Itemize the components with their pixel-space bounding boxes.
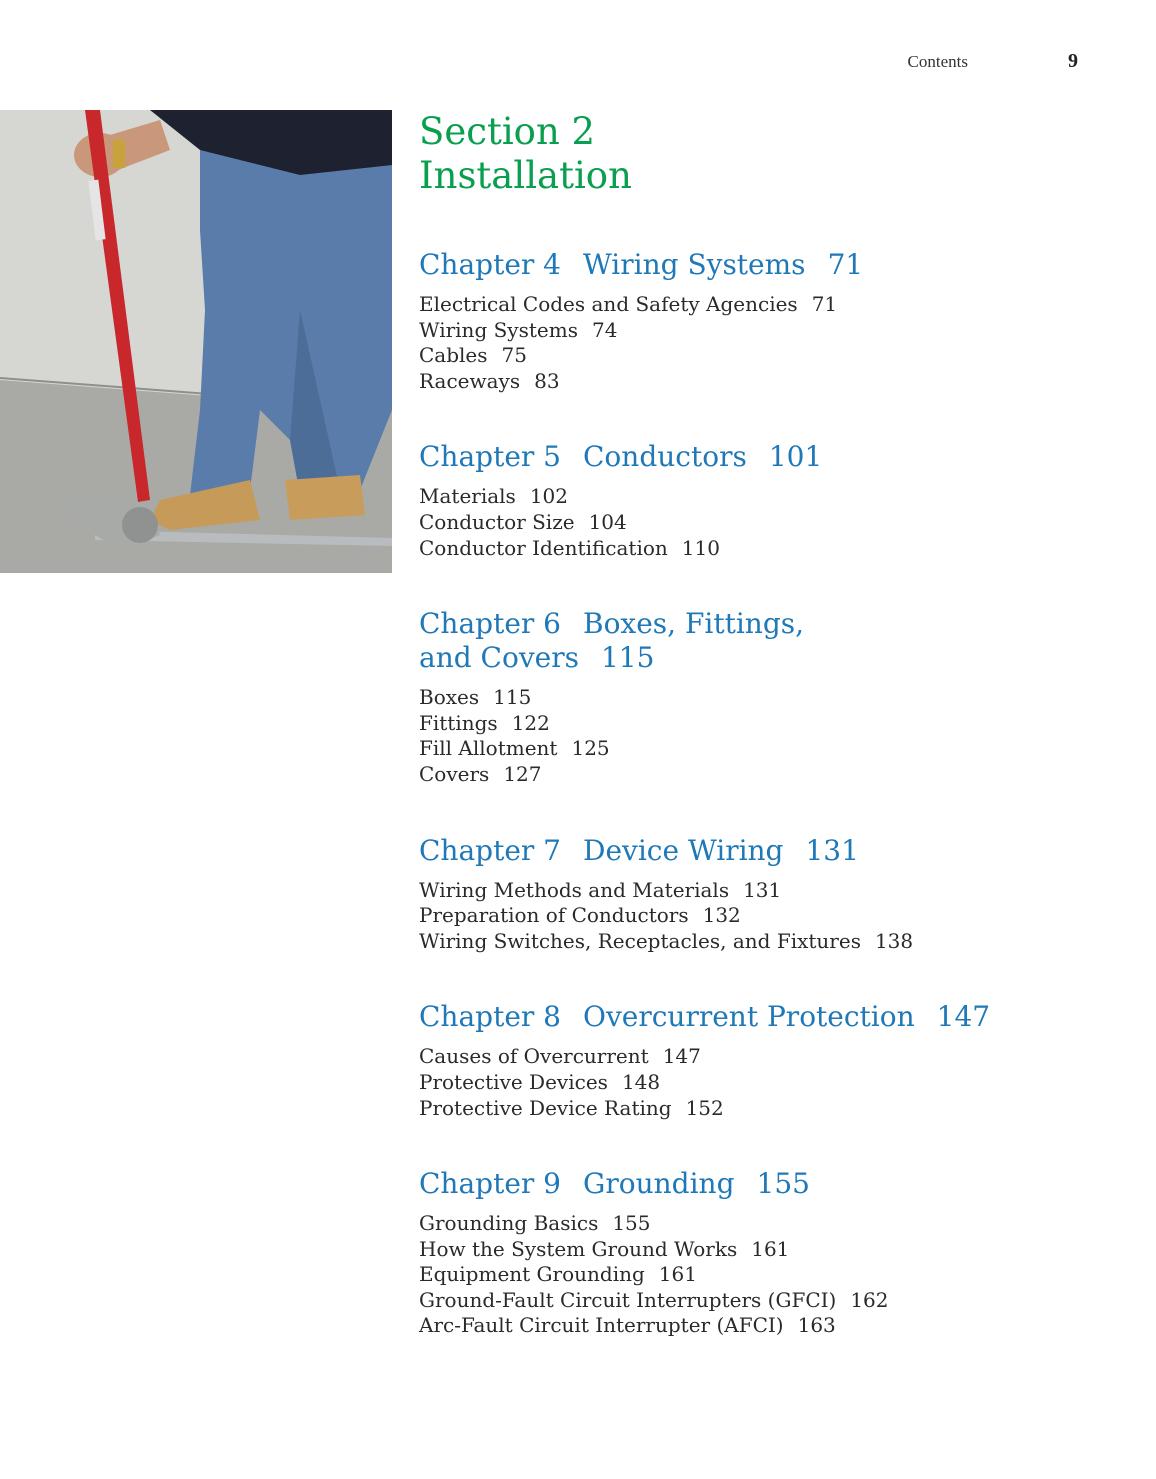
chapter-heading[interactable]: [419, 834, 1119, 868]
chapter-entries: [419, 292, 1119, 394]
toc-entry[interactable]: [419, 1070, 1119, 1096]
chapter-title: Device Wiring: [583, 833, 784, 867]
toc-entry-page: 161: [658, 1262, 697, 1287]
toc-entry-title: Boxes: [419, 685, 480, 710]
chapter-page-number: 115: [600, 641, 655, 675]
toc-entry-title: Protective Devices: [419, 1069, 608, 1094]
chapter-number: Chapter 4: [419, 248, 561, 281]
chapter-entries: [419, 1211, 1119, 1339]
chapter-entries: [419, 685, 1119, 787]
chapter-entries: [419, 878, 1119, 955]
toc-entry-page: 148: [621, 1069, 661, 1094]
toc-entry[interactable]: [419, 878, 1119, 904]
toc-entry-title: Raceways: [419, 368, 521, 393]
toc-entry[interactable]: [419, 318, 1119, 344]
chapter-block: [419, 248, 1119, 394]
chapter-title: Wiring Systems: [583, 248, 806, 281]
chapter-number: Chapter 9: [419, 1167, 561, 1201]
toc-entry[interactable]: [419, 510, 1119, 536]
chapter-number: Chapter 6: [419, 607, 561, 641]
toc-entry-title: Electrical Codes and Safety Agencies: [419, 292, 798, 316]
toc-entry-title: Arc-Fault Circuit Interrupter (AFCI): [419, 1313, 784, 1338]
toc-entry[interactable]: [419, 369, 1119, 395]
chapter-page-number: 131: [805, 833, 859, 867]
toc-entry-title: How the System Ground Works: [419, 1236, 738, 1261]
toc-entry[interactable]: [419, 1044, 1119, 1070]
toc-entry-page: 152: [685, 1095, 724, 1120]
toc-entry-page: 74: [591, 317, 618, 342]
toc-entry-title: Fittings: [419, 710, 498, 735]
toc-entry-page: 83: [534, 368, 560, 393]
toc-entry[interactable]: [419, 484, 1119, 510]
toc-entry-page: 132: [702, 903, 741, 928]
chapter-title: Boxes, Fittings,: [583, 607, 805, 641]
chapter-heading[interactable]: [419, 1167, 1119, 1201]
toc-entry-title: Wiring Switches, Receptacles, and Fixtures: [419, 928, 861, 953]
toc-entry-title: Covers: [419, 761, 490, 786]
chapter-page-number: 147: [936, 1000, 991, 1034]
toc-entry[interactable]: [419, 903, 1119, 929]
toc-entry-title: Grounding Basics: [419, 1211, 599, 1236]
toc-entry-title: Causes of Overcurrent: [419, 1044, 649, 1069]
chapter-page-number: 71: [827, 248, 864, 281]
toc-entry[interactable]: [419, 762, 1119, 788]
toc-entry[interactable]: [419, 736, 1119, 762]
chapter-page-number: 155: [756, 1167, 810, 1201]
toc-entry-page: 131: [743, 877, 782, 902]
toc-entry[interactable]: [419, 711, 1119, 737]
chapter-page-number: 101: [768, 440, 823, 474]
toc-entry-page: 115: [493, 685, 532, 710]
toc-entry-title: Conductor Identification: [419, 535, 668, 560]
toc-entry-page: 104: [588, 509, 627, 534]
toc-entry[interactable]: [419, 1288, 1119, 1314]
chapter-title-continued: and Covers: [419, 641, 579, 675]
toc-entry-title: Materials: [419, 484, 516, 509]
toc-entry-page: 155: [612, 1211, 651, 1236]
toc-entry[interactable]: [419, 292, 1119, 318]
toc-entry-title: Wiring Methods and Materials: [419, 877, 730, 902]
running-header-label: Contents: [907, 52, 968, 71]
toc-entry-page: 163: [797, 1313, 836, 1338]
toc-entry-page: 125: [571, 736, 610, 761]
toc-entry-page: 71: [811, 292, 838, 316]
toc-entry[interactable]: [419, 1262, 1119, 1288]
toc-entry[interactable]: [419, 685, 1119, 711]
section-name: Installation: [419, 154, 632, 197]
chapter-title: Grounding: [583, 1167, 735, 1201]
toc-entry-page: 102: [529, 484, 569, 509]
chapter-block: [419, 1167, 1119, 1339]
running-header: [908, 50, 1078, 73]
chapter-block: [419, 1000, 1119, 1121]
toc-entry-page: 161: [751, 1236, 790, 1261]
toc-entry-title: Protective Device Rating: [419, 1095, 672, 1120]
chapter-heading[interactable]: [419, 607, 1119, 675]
toc-entry-page: 122: [511, 710, 550, 735]
toc-entry-title: Cables: [419, 343, 488, 368]
toc-entry[interactable]: [419, 1211, 1119, 1237]
chapter-number: Chapter 8: [419, 1000, 561, 1034]
toc-entry-title: Wiring Systems: [419, 317, 578, 342]
chapter-block: [419, 607, 1119, 787]
toc-entry-title: Preparation of Conductors: [419, 903, 689, 928]
toc-entry[interactable]: [419, 536, 1119, 562]
toc-entry-page: 75: [501, 343, 527, 368]
toc-entry[interactable]: [419, 929, 1119, 955]
chapter-list: [419, 248, 1119, 1339]
chapter-heading[interactable]: [419, 1000, 1119, 1034]
chapter-number: Chapter 7: [419, 833, 561, 867]
toc-entry[interactable]: [419, 343, 1119, 369]
chapter-entries: [419, 1044, 1119, 1121]
chapter-title: Conductors: [583, 440, 747, 474]
chapter-entries: [419, 484, 1119, 561]
section-title: [419, 110, 1119, 198]
toc-entry-page: 147: [662, 1044, 701, 1069]
toc-entry[interactable]: [419, 1313, 1119, 1339]
table-of-contents: [419, 110, 1119, 1339]
chapter-heading[interactable]: [419, 440, 1119, 474]
toc-entry-page: 110: [681, 535, 720, 560]
chapter-block: [419, 834, 1119, 955]
toc-entry-page: 138: [874, 928, 914, 953]
toc-entry[interactable]: [419, 1237, 1119, 1263]
page-number: 9: [1068, 50, 1078, 72]
toc-entry-page: 127: [503, 761, 542, 786]
chapter-block: [419, 440, 1119, 561]
chapter-heading[interactable]: [419, 248, 1119, 282]
toc-entry-title: Conductor Size: [419, 509, 575, 534]
conduit-bending-photo: [0, 110, 392, 573]
toc-entry-title: Fill Allotment: [419, 736, 558, 761]
toc-entry-title: Equipment Grounding: [419, 1262, 645, 1287]
toc-entry[interactable]: [419, 1096, 1119, 1122]
toc-entry-page: 162: [850, 1287, 889, 1312]
section-number: Section 2: [419, 110, 596, 153]
chapter-number: Chapter 5: [419, 440, 561, 474]
chapter-title: Overcurrent Protection: [583, 1000, 915, 1034]
toc-entry-title: Ground-Fault Circuit Interrupters (GFCI): [419, 1287, 837, 1312]
